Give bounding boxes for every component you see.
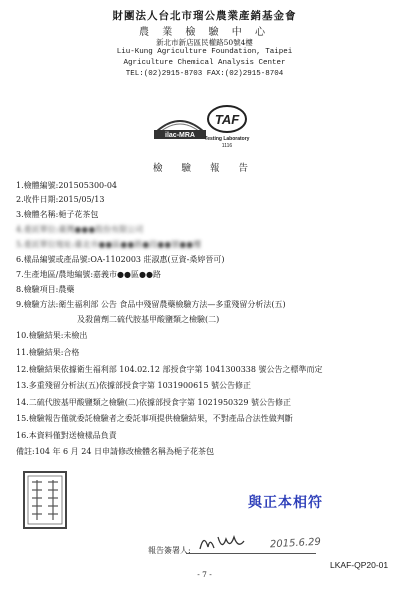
signature-date: 2015.6.29 xyxy=(269,536,322,551)
disclaimer-line: 15.檢驗報告僅就委託檢驗者之委託事項提供檢驗結果，不對產品合法性做判斷 xyxy=(16,414,293,423)
test-method-line: 9.檢驗方法:衛生福利部 公告 食品中殘留農藥檢驗方法—多重殘留分析法(五) xyxy=(16,300,286,309)
handwritten-signature xyxy=(196,531,248,553)
remark-line: 備註:104 年 6 月 24 日申請修改檢體名稱為梔子花茶包 xyxy=(16,447,214,456)
taf-logo xyxy=(205,102,250,150)
taf-text: TAF xyxy=(214,112,240,127)
contact-line: TEL:(02)2915-8703 FAX:(02)2915-8704 xyxy=(125,70,284,78)
sample-id-line: 1.檢體編號:201505300-04 xyxy=(16,181,118,190)
taf-number: 1116 xyxy=(221,143,233,149)
result-line: 10.檢驗結果:未檢出 xyxy=(16,331,88,340)
signatory-label: 報告簽署人: xyxy=(148,546,191,555)
method5-revision-line: 13.多重殘留分析法(五)依據部授食字第 1031900615 號公告修正 xyxy=(16,381,251,390)
test-method-line-cont: 及殺菌劑二硫代胺基甲酸鹽類之檢驗(二) xyxy=(77,315,220,324)
english-center: Agriculture Chemical Analysis Center xyxy=(123,59,286,67)
responsibility-line: 16.本資料僅對送檢樣品負責 xyxy=(16,431,117,440)
sample-number-line: 6.樣品編號或產品號:OA-1102003 莊淑惠(豆資-桑婷晉可) xyxy=(16,255,225,264)
test-item-line: 8.檢驗項目:農藥 xyxy=(16,285,75,294)
ilac-mra-logo xyxy=(150,102,210,150)
center-name: 農 業 檢 驗 中 心 xyxy=(139,27,270,38)
client-address-line-redacted: 5.委託單位地址:臺北市●●區●●路●段●●號●●樓 xyxy=(16,240,202,249)
sample-name-line: 3.檢體名稱:梔子花茶包 xyxy=(16,210,99,219)
english-name: Liu-Kung Agriculture Foundation, Taipei xyxy=(116,48,293,56)
ilac-text: ilac-MRA xyxy=(165,132,195,139)
standard-line: 12.檢驗結果依據衛生福利部 104.02.12 部授食字第 1041300338 號公告之標準而定 xyxy=(16,365,323,374)
signature-line xyxy=(186,553,316,554)
address: 新北市新店區民權路50號4樓 xyxy=(156,38,253,47)
received-date-line: 2.收件日期:2015/05/13 xyxy=(16,195,105,204)
origin-line xyxy=(16,269,161,280)
method2-revision-line: 14.二硫代胺基甲酸鹽類之檢驗(二)依據部授食字第 1021950329 號公告修正 xyxy=(16,398,291,407)
origin-text: 7.生產地區/農地編號:嘉義市●●區●●路 xyxy=(16,270,161,279)
verdict-line: 11.檢驗結果:合格 xyxy=(16,348,80,357)
certified-copy-stamp: 與正本相符 xyxy=(248,495,323,511)
org-name: 財團法人台北市瑠公農業產銷基金會 xyxy=(112,10,297,22)
page-number: - 7 - xyxy=(197,570,212,579)
official-seal xyxy=(22,470,68,530)
form-code: LKAF-QP20-01 xyxy=(330,560,389,570)
report-title: 檢 驗 報 告 xyxy=(152,163,257,174)
taf-subtitle: Testing Laboratory xyxy=(205,136,250,142)
client-line-redacted: 4.委託單位:臺灣●●●股份有限公司 xyxy=(16,225,144,234)
